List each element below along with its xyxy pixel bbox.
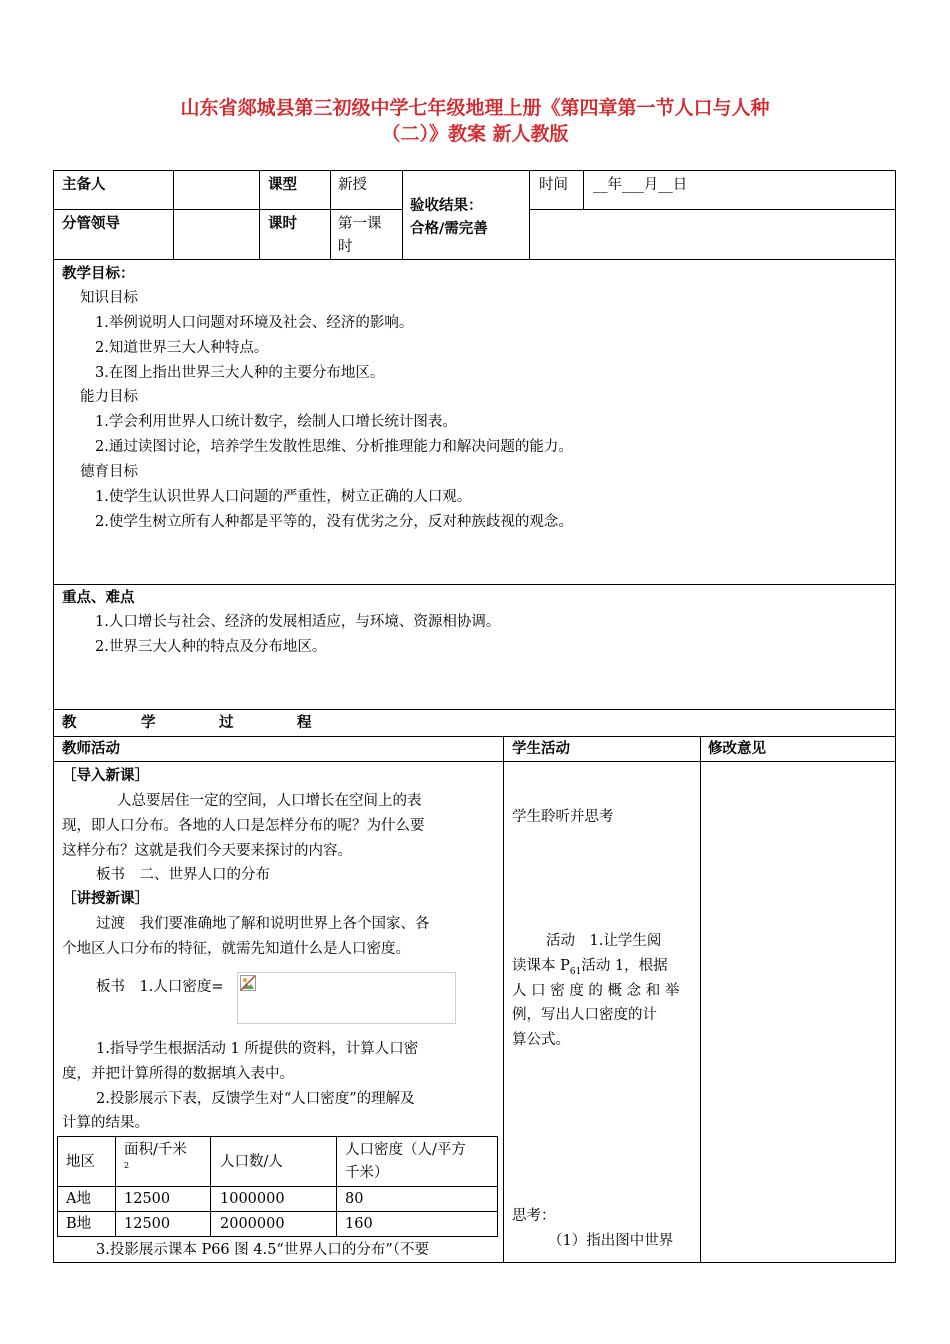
time-label: 时间 xyxy=(539,177,568,193)
title-line-2: （二）》教案 新人教版 xyxy=(381,123,569,145)
ability-item-2: 2.通过读图讨论，培养学生发散性思维、分析推理能力和解决问题的能力。 xyxy=(95,439,573,455)
knowledge-item-3: 3.在图上指出世界三大人种的主要分布地区。 xyxy=(95,365,385,381)
key-points-heading: 重点、难点 xyxy=(62,590,135,606)
process-heading-char-3: 过 xyxy=(219,715,234,731)
intro-line-3: 这样分布？这就是我们今天要来探讨的内容。 xyxy=(62,843,352,859)
density-header-area: 面积/千米 xyxy=(124,1142,187,1158)
moral-label: 德育目标 xyxy=(80,464,138,480)
ability-label: 能力目标 xyxy=(80,389,138,405)
knowledge-item-2: 2.知道世界三大人种特点。 xyxy=(95,340,269,356)
document-title xyxy=(60,95,890,147)
lecture-tag: ［讲授新课］ xyxy=(62,891,149,907)
knowledge-item-1: 1.举例说明人口问题对环境及社会、经济的影响。 xyxy=(95,315,414,331)
student-question-1: （1）指出图中世界 xyxy=(548,1233,674,1249)
student-listen: 学生聆听并思考 xyxy=(512,809,614,825)
process-heading-char-1: 教 xyxy=(62,715,77,731)
col-revision-header: 修改意见 xyxy=(708,741,766,757)
title-line-1: 山东省郯城县第三初级中学七年级地理上册《第四章第一节人口与人种 xyxy=(180,97,770,119)
period-value-1: 第一课 xyxy=(338,216,382,232)
student-activity-line-1: 活动 1.让学生阅 xyxy=(546,933,662,949)
table-cell: 12500 xyxy=(124,1191,171,1207)
table-row: B地 xyxy=(66,1216,92,1232)
student-activity-line-2: 读课本 $P_{61}$活动 1，根据 xyxy=(512,958,668,977)
table-cell: 2000000 xyxy=(220,1216,285,1232)
process-heading-char-2: 学 xyxy=(141,715,156,731)
intro-line-1: 人总要居住一定的空间，人口增长在空间上的表 xyxy=(117,793,422,809)
projection-line-2: 计算的结果。 xyxy=(62,1115,149,1131)
table-cell: 160 xyxy=(345,1216,373,1232)
page-subscript: 61 xyxy=(569,966,582,977)
key-point-2: 2.世界三大人种的特点及分布地区。 xyxy=(95,639,327,655)
density-header-density-1: 人口密度（人/平方 xyxy=(345,1142,466,1158)
student-activity-line-3: 人 口 密 度 的 概 念 和 举 xyxy=(512,983,680,999)
intro-tag: ［导入新课］ xyxy=(62,768,149,784)
board-note-2: 板书 1.人口密度= xyxy=(96,979,224,995)
key-point-1: 1.人口增长与社会、经济的发展相适应，与环境、资源相协调。 xyxy=(95,614,501,630)
ability-item-1: 1.学会利用世界人口统计数字，绘制人口增长统计图表。 xyxy=(95,414,457,430)
density-header-area-exponent: 2 xyxy=(124,1161,130,1170)
transition-line-1: 过渡 我们要准确地了解和说明世界上各个国家、各 xyxy=(96,916,430,932)
density-header-region: 地区 xyxy=(66,1154,95,1170)
projection-line-3: 3.投影展示课本 P66 图 4.5“世界人口的分布”（不要 xyxy=(96,1242,430,1258)
moral-item-2: 2.使学生树立所有人种都是平等的，没有优劣之分，反对种族歧视的观念。 xyxy=(95,514,573,530)
process-heading-char-4: 程 xyxy=(297,715,312,731)
type-label: 课型 xyxy=(268,177,297,193)
student-activity-line-5: 算公式。 xyxy=(512,1032,570,1048)
period-label: 课时 xyxy=(268,216,297,232)
student-activity-line-4: 例，写出人口密度的计 xyxy=(512,1007,657,1023)
accept-label: 验收结果： xyxy=(410,198,483,214)
leader-label: 分管领导 xyxy=(62,216,120,232)
density-header-density-2: 千米） xyxy=(345,1165,389,1181)
moral-item-1: 1.使学生认识世界人口问题的严重性，树立正确的人口观。 xyxy=(95,489,472,505)
table-cell: 80 xyxy=(345,1191,364,1207)
intro-line-2: 现，即人口分布。各地的人口是怎样分布的呢？为什么要 xyxy=(62,818,425,834)
objectives-heading: 教学目标： xyxy=(62,266,135,282)
col-student-header: 学生活动 xyxy=(512,741,570,757)
table-row: A地 xyxy=(66,1191,91,1207)
guide-line-2: 度，并把计算所得的数据填入表中。 xyxy=(62,1066,294,1082)
table-cell: 12500 xyxy=(124,1216,171,1232)
transition-line-2: 个地区人口分布的特征，就需先知道什么是人口密度。 xyxy=(62,941,410,957)
col-teacher-header: 教师活动 xyxy=(62,741,120,757)
board-note-1: 板书 二、世界人口的分布 xyxy=(96,867,270,883)
process-heading-row xyxy=(53,709,896,737)
period-value-2: 时 xyxy=(338,239,353,255)
guide-line-1: 1.指导学生根据活动 1 所提供的资料，计算人口密 xyxy=(96,1041,419,1057)
density-header-population: 人口数/人 xyxy=(220,1154,283,1170)
broken-image-icon xyxy=(240,975,256,991)
knowledge-label: 知识目标 xyxy=(80,290,138,306)
formula-image xyxy=(237,972,456,1024)
table-cell: 1000000 xyxy=(220,1191,285,1207)
student-think: 思考： xyxy=(512,1208,556,1224)
type-value: 新授 xyxy=(338,177,367,193)
time-value: __年___月__日 xyxy=(593,177,688,193)
lead-label: 主备人 xyxy=(62,177,106,193)
projection-line-1: 2.投影展示下表，反馈学生对“人口密度”的理解及 xyxy=(96,1091,415,1107)
accept-value: 合格/需完善 xyxy=(410,221,488,237)
